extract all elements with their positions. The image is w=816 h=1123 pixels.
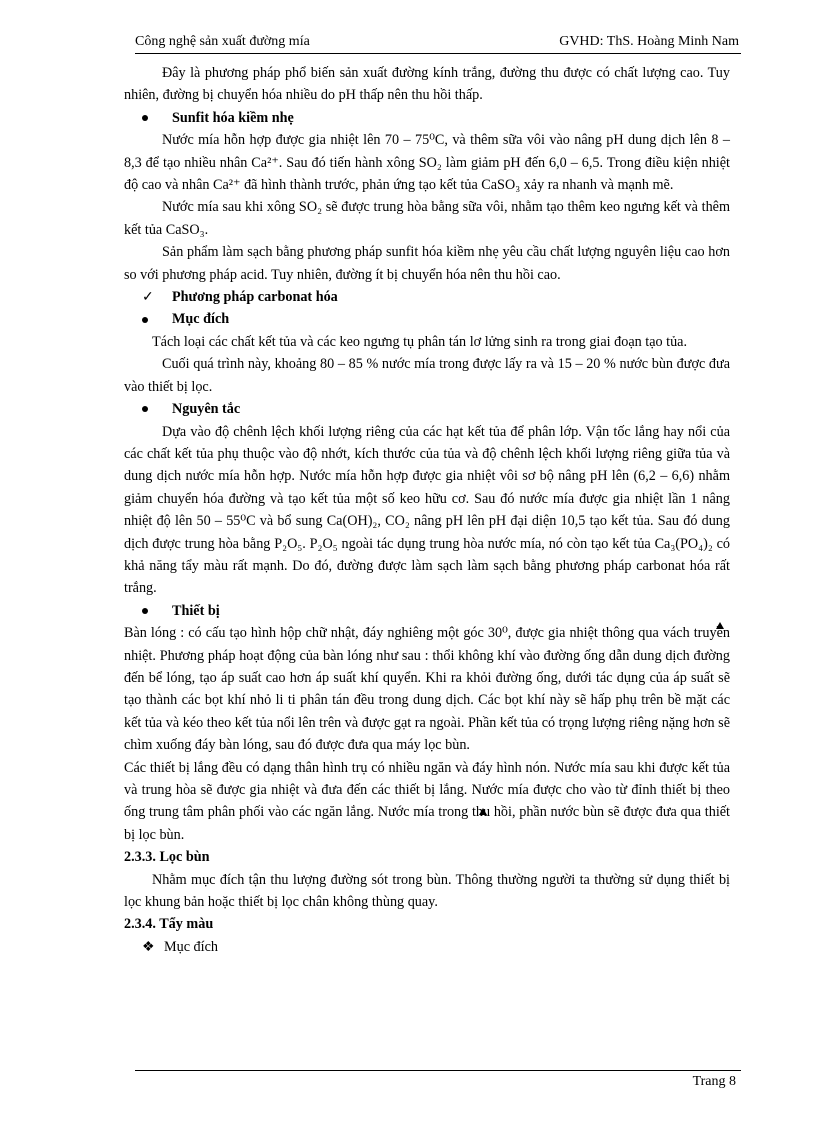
paragraph: Sản phẩm làm sạch bằng phương pháp sunfit hóa kiềm nhẹ yêu cầu chất lượng nguyên liệu cao hơn so với phương pháp acid. Tuy nhiên, đường ít bị chuyển hóa nên thu hồi cao. <box>124 244 730 283</box>
section-heading: 2.3.3. Lọc bùn <box>124 849 210 866</box>
checkmark-heading: ✓ Phương pháp carbonat hóa <box>124 286 730 308</box>
bullet-heading: Nguyên tắc <box>124 398 730 420</box>
bullet-dot-icon <box>142 608 148 614</box>
paragraph: Nước mía hỗn hợp được gia nhiệt lên 70 – 75⁰C, và thêm sữa vôi vào nâng pH dung dịch lên 8 – 8,3 để tạo nhiều nhân Ca²⁺. Sau đó tiến hành xông SO₂ làm giảm pH đến 6,0 – 6,5. Trong điều kiện nhiệt độ cao và nhân Ca²⁺ đã hình thành trước, phản ứng tạo kết tủa CaSO₃ xảy ra nhanh và mạnh mẽ. <box>124 132 730 194</box>
paragraph: Tách loại các chất kết tủa và các keo ngưng tụ phân tán lơ lửng sinh ra trong giai đoạn tạo tủa. <box>152 333 688 350</box>
anchor-marker-icon <box>716 622 724 629</box>
bullet-dot-icon <box>142 406 148 412</box>
page-number: Trang 8 <box>692 1074 736 1089</box>
footer-divider <box>135 1070 741 1071</box>
section-heading: 2.3.4. Tẩy màu <box>124 916 214 933</box>
paragraph: Các thiết bị lắng đều có dạng thân hình trụ có nhiều ngăn và đáy hình nón. Nước mía sau khi được kết tủa và trung hòa sẽ được gia nhiệt và đưa đến các thiết bị lắng. Nước mía được cho vào từ đỉnh thiết bị theo ống trung tâm phân phối vào các ngăn lắng. Nước mía trong thu hồi, phần nước bùn sẽ được đưa qua thiết bị lọc bùn. <box>124 759 730 843</box>
diamond-bullet-heading: ❖ Mục đích <box>124 936 730 958</box>
anchor-marker-icon <box>479 808 487 815</box>
bullet-heading: Sunfit hóa kiềm nhẹ <box>124 107 730 129</box>
diamond-bullet-icon: ❖ <box>142 938 155 955</box>
checkmark-icon: ✓ <box>142 289 154 306</box>
header-title: Công nghệ sản xuất đường mía <box>135 34 310 49</box>
paragraph: Nhằm mục đích tận thu lượng đường sót trong bùn. Thông thường người ta thường sử dụng thiết bị lọc khung bản hoặc thiết bị lọc chân không thùng quay. <box>124 871 730 911</box>
bullet-dot-icon <box>142 115 148 121</box>
document-body <box>124 62 730 958</box>
paragraph: Dựa vào độ chênh lệch khối lượng riêng của các hạt kết tủa để phân lớp. Vận tốc lắng hay nổi của các chất kết tủa phụ thuộc vào độ nhớt, kích thước của tủa và độ chênh lệch khối lượng riêng giữa tủa và dung dịch nước mía hỗn hợp. Nước mía hỗn hợp được gia nhiệt vôi sơ bộ nâng pH lên (6,2 – 6,6) nhằm giảm chuyển hóa đường và tạo kết tủa một số keo hữu cơ. Sau đó nước mía được gia nhiệt lần 1 nâng nhiệt độ lên 50 – 55⁰C và bổ sung Ca(OH)₂, CO₂ nâng pH lên pH đại diện 10,5 tạo kết tủa. Sau đó dung dịch được trung hòa bằng P₂O₅. P₂O₅ ngoài tác dụng trung hòa nước mía, nó còn tạo kết tủa Ca₃(PO₄)₂ có khả năng tẩy màu rất mạnh. Do đó, đường được làm sạch làm sạch bằng phương pháp carbonat hóa rất trắng. <box>124 423 730 597</box>
header-advisor: GVHD: ThS. Hoàng Minh Nam <box>559 34 739 49</box>
bullet-heading: Mục đích <box>124 308 730 330</box>
paragraph: Đây là phương pháp phổ biến sản xuất đường kính trắng, đường thu được có chất lượng cao. Tuy nhiên, đường bị chuyển hóa nhiều do pH thấp nên thu hồi thấp. <box>124 65 730 104</box>
paragraph: Bàn lóng : có cấu tạo hình hộp chữ nhật, đáy nghiêng một góc 30⁰, được gia nhiệt thông qua vách truyền nhiệt. Phương pháp hoạt động của bàn lóng như sau : thổi không khí vào đường ống dẫn dung dịch đường đến bể lóng, tạo áp suất cao hơn áp suất khí quyển. Khi ra khỏi đường ống, dưới tác dụng của áp suất sẽ tạo thành các bọt khí nhỏ li ti phân tán đều trong dung dịch. Các bọt khí này sẽ hấp phụ trên bề mặt các kết tủa và kéo theo kết tủa nổi lên trên và được gạt ra ngoài. Phần kết tủa có trọng lượng riêng nặng hơn sẽ chìm xuống đáy bàn lóng, sau đó được đưa qua máy lọc bùn. <box>124 625 730 754</box>
paragraph: Cuối quá trình này, khoảng 80 – 85 % nước mía trong được lấy ra và 15 – 20 % nước bùn được đưa vào thiết bị lọc. <box>124 356 730 395</box>
bullet-heading: Thiết bị <box>124 600 730 622</box>
bullet-dot-icon <box>142 317 148 323</box>
paragraph: Nước mía sau khi xông SO₂ sẽ được trung hòa bằng sữa vôi, nhằm tạo thêm keo ngưng kết và thêm kết tủa CaSO₃. <box>124 199 730 238</box>
page-header <box>135 33 741 54</box>
